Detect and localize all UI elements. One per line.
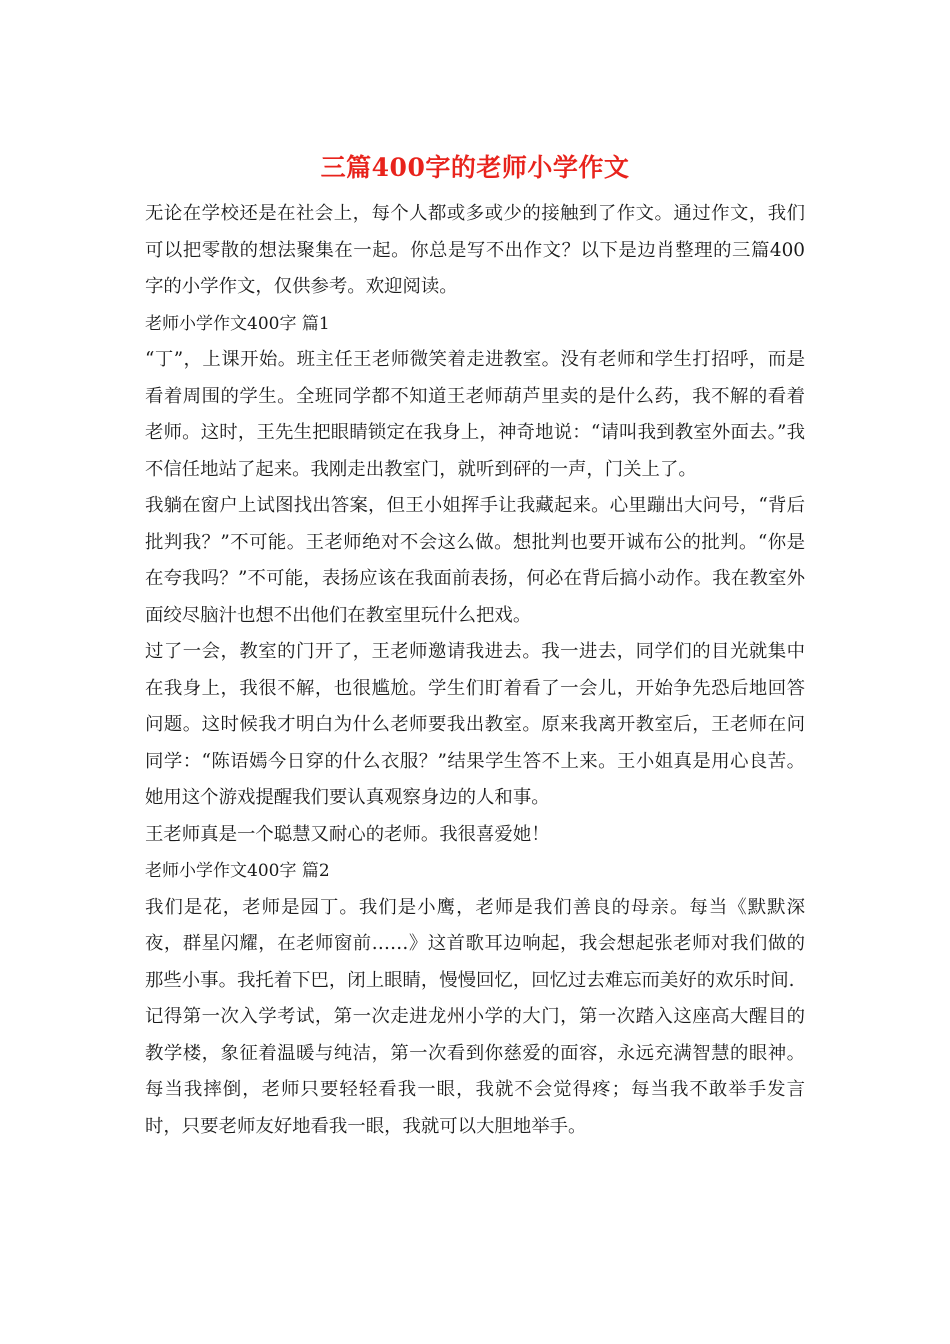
- paragraph: 过了一会，教室的门开了，王老师邀请我进去。我一进去，同学们的目光就集中在我身上，我很不解，也很尴尬。学生们盯着看了一会儿，开始争先恐后地回答问题。这时候我才明白为什么老师要我出教室。原来我离开教室后，王老师在问同学：“陈语嫣今日穿的什么衣服？”结果学生答不上来。王小姐真是用心良苦。她用这个游戏提醒我们要认真观察身边的人和事。: [145, 641, 805, 808]
- paragraph: 我躺在窗户上试图找出答案，但王小姐挥手让我藏起来。心里蹦出大问号，“背后批判我？”不可能。王老师绝对不会这么做。想批判也要开诚布公的批判。“你是在夸我吗？”不可能，表扬应该在我面前表扬，何必在背后搞小动作。我在教室外面绞尽脑汁也想不出他们在教室里玩什么把戏。: [145, 495, 805, 626]
- paragraph: 我们是花，老师是园丁。我们是小鹰，老师是我们善良的母亲。每当《默默深夜，群星闪耀，在老师窗前……》这首歌耳边响起，我会想起张老师对我们做的那些小事。我托着下巴，闭上眼睛，慢慢回忆，回忆过去难忘而美好的欢乐时间.: [145, 896, 805, 991]
- section-heading-1: 老师小学作文400字 篇1: [145, 313, 330, 334]
- paragraph: 王老师真是一个聪慧又耐心的老师。我很喜爱她！: [145, 823, 550, 845]
- section-heading-2: 老师小学作文400字 篇2: [145, 861, 330, 881]
- paragraph: “丁”，上课开始。班主任王老师微笑着走进教室。没有老师和学生打招呼，而是看着周围的学生。全班同学都不知道王老师葫芦里卖的是什么药，我不解的看着老师。这时，王先生把眼睛锁定在我身上，神奇地说：“请叫我到教室外面去。”我不信任地站了起来。我刚走出教室门，就听到砰的一声，门关上了。: [145, 349, 805, 480]
- document-body: [145, 196, 805, 1145]
- paragraph-intro: 无论在学校还是在社会上，每个人都或多或少的接触到了作文。通过作文，我们可以把零散的想法聚集在一起。你总是写不出作文？以下是边肖整理的三篇400字的小学作文，仅供参考。欢迎阅读。: [145, 203, 805, 297]
- document-title: 三篇400字的老师小学作文: [320, 153, 630, 182]
- paragraph: 记得第一次入学考试，第一次走进龙州小学的大门，第一次踏入这座高大醒目的教学楼，象征着温暖与纯洁，第一次看到你慈爱的面容，永远充满智慧的眼神。每当我摔倒，老师只要轻轻看我一眼，我就不会觉得疼；每当我不敢举手发言时，只要老师友好地看我一眼，我就可以大胆地举手。: [145, 1006, 805, 1137]
